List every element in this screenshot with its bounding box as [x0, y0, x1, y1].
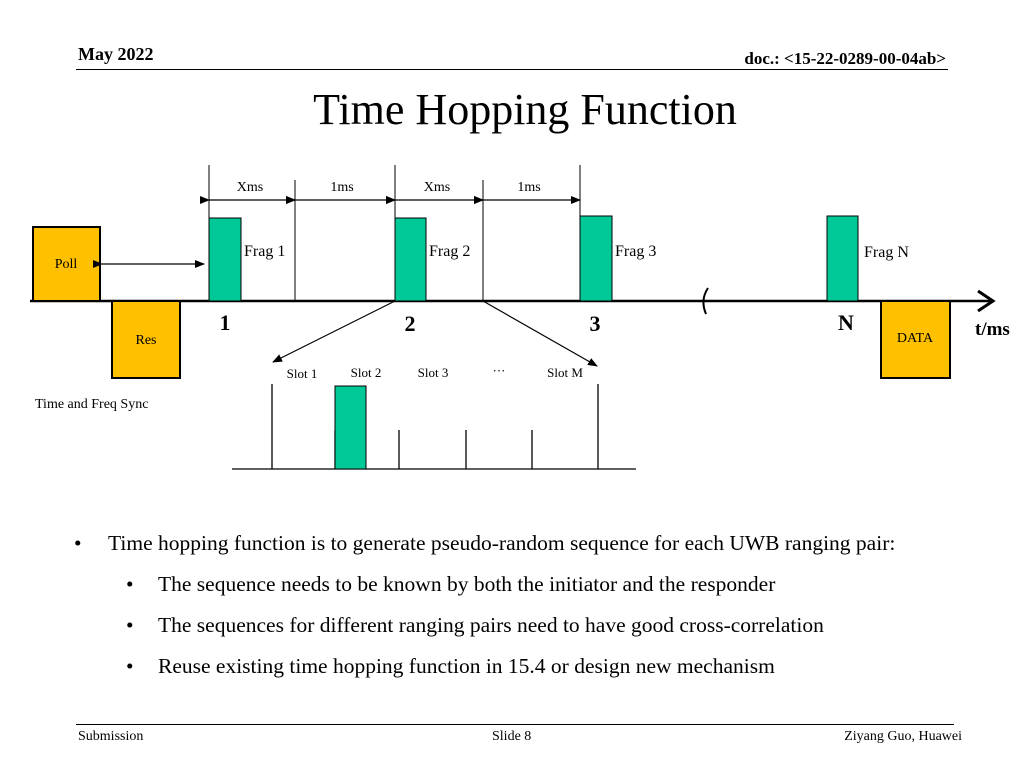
footer-author: Ziyang Guo, Huawei — [844, 729, 962, 744]
slot-label: Slot 1 — [286, 366, 318, 381]
sub-bullet-text: The sequence needs to be known by both the initiator and the responder — [158, 572, 776, 596]
res-label: Res — [135, 333, 157, 348]
interval-label: Xms — [423, 180, 451, 195]
frag-n-label: Frag N — [864, 244, 909, 261]
slot-label: Slot 2 — [350, 365, 382, 380]
bullet-text: Time hopping function is to generate pseudo-random sequence for each UWB ranging pair: — [108, 531, 896, 555]
bullet-dot-icon: • — [126, 572, 134, 596]
slot-2-bar — [335, 386, 366, 469]
frag-3-label: Frag 3 — [615, 243, 657, 260]
interval-label: Xms — [236, 180, 264, 195]
frag-2-label: Frag 2 — [429, 243, 471, 260]
footer-divider — [76, 724, 954, 725]
sub-bullet-item — [74, 651, 974, 682]
slot-label: Slot 3 — [417, 365, 449, 380]
index-label: 2 — [404, 311, 416, 336]
slot-label: ··· — [492, 363, 506, 378]
zoom-arrow — [483, 301, 597, 366]
index-label: 1 — [219, 310, 231, 335]
header-date: May 2022 — [78, 44, 154, 64]
footer-slide-number: Slide 8 — [492, 729, 532, 744]
bullet-list — [74, 528, 974, 682]
interval-label: 1ms — [517, 180, 541, 195]
frag-1-bar — [209, 218, 241, 301]
bullet-dot-icon: • — [126, 613, 134, 637]
sync-label: Time and Freq Sync — [35, 397, 149, 412]
footer-submission: Submission — [78, 729, 144, 744]
bullet-dot-icon: • — [74, 531, 82, 555]
slide-title: Time Hopping Function — [313, 85, 737, 134]
data-label: DATA — [896, 331, 934, 346]
interval-label: 1ms — [330, 180, 354, 195]
index-label: 3 — [589, 311, 601, 336]
bullet-item — [74, 528, 974, 559]
header-doc-id: doc.: <15-22-0289-00-04ab> — [744, 49, 946, 68]
sub-bullet-text: Reuse existing time hopping function in 15.4 or design new mechanism — [158, 654, 775, 678]
frag-2-bar — [395, 218, 426, 301]
zoom-arrow — [273, 301, 395, 362]
sub-bullet-text: The sequences for different ranging pairs need to have good cross-correlation — [158, 613, 824, 637]
index-label: N — [838, 310, 854, 335]
frag-n-bar — [827, 216, 858, 301]
sub-bullet-item — [74, 610, 974, 641]
bullet-dot-icon: • — [126, 654, 134, 678]
poll-label: Poll — [54, 257, 78, 272]
axis-label: t/ms — [975, 319, 1010, 340]
slot-label: Slot M — [547, 365, 583, 380]
frag-3-bar — [580, 216, 612, 301]
sub-bullet-item — [74, 569, 974, 600]
frag-1-label: Frag 1 — [244, 243, 286, 260]
